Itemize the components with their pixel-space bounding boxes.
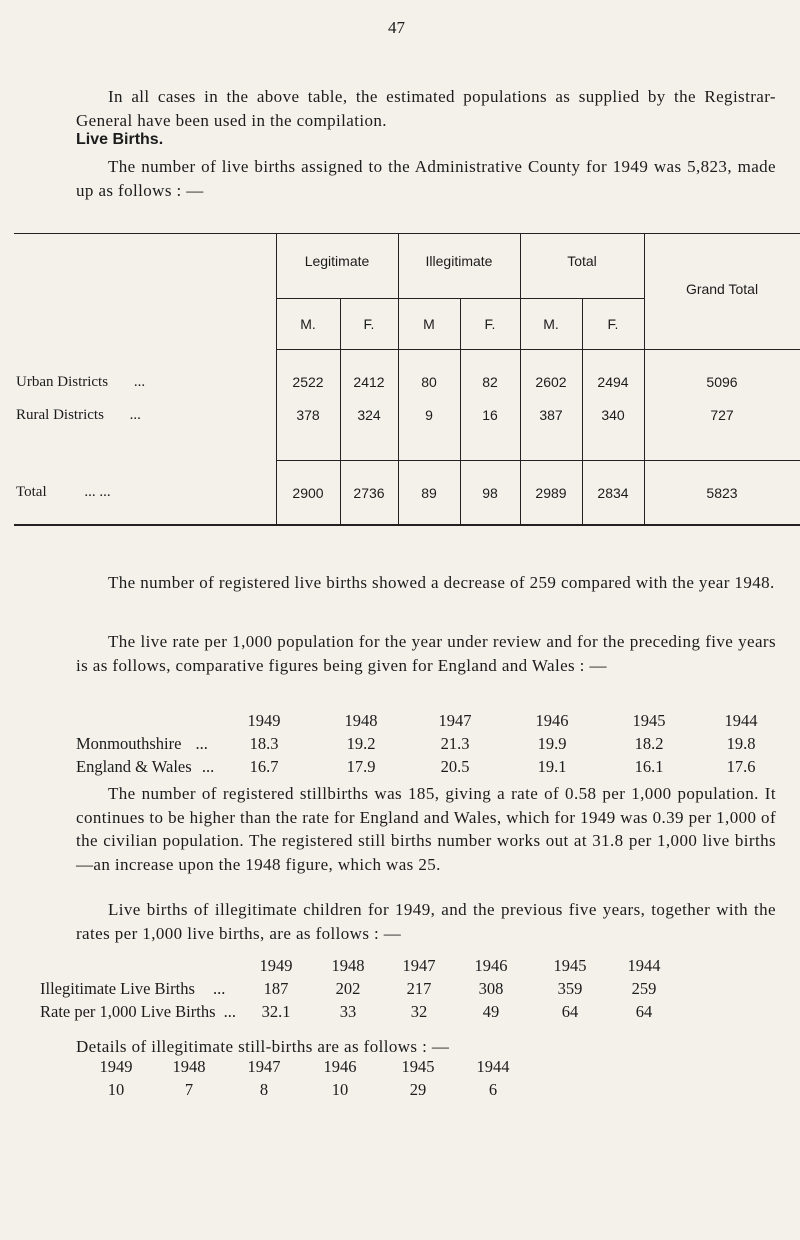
- table-cell: 32: [410, 1002, 428, 1021]
- table-cell: 202: [335, 979, 361, 998]
- year-header: 1946: [323, 1057, 357, 1076]
- stillbirth-paragraph: The number of registered stillbirths was 185, giving a rate of 0.58 per 1,000 population. It continues to be higher than the rate for England and Wales, which for 1949 was 0.39 per 1,000 of the civilian population. The registered still births number works out at 31.8 per 1,000 live births—an increase upon the 1948 figure, which was 25.: [76, 784, 777, 874]
- year-header: 1949: [99, 1057, 133, 1076]
- table-cell: 49: [482, 1002, 500, 1021]
- header-illegitimate: Illegitimate: [425, 253, 493, 269]
- table-cell: 2412: [353, 374, 385, 390]
- table-cell: 259: [631, 979, 657, 998]
- year-header: 1948: [172, 1057, 206, 1076]
- table-cell: 64: [561, 1002, 579, 1021]
- year-header: 1948: [331, 956, 365, 975]
- table-cell: 727: [710, 407, 734, 423]
- table-cell: 2834: [597, 485, 629, 501]
- table-cell: 98: [482, 485, 498, 501]
- table-cell: 187: [263, 979, 289, 998]
- table-cell: 16: [482, 407, 498, 423]
- row-label-england-wales: England & Wales ...: [76, 757, 215, 776]
- subheader-f: F.: [363, 316, 375, 332]
- year-header: 1946: [535, 711, 569, 730]
- section-heading: Live Births.: [76, 131, 164, 148]
- table-cell: 80: [421, 374, 437, 390]
- table-cell: 17.9: [346, 757, 376, 776]
- table-cell: 5096: [706, 374, 738, 390]
- table-cell: 2522: [292, 374, 324, 390]
- year-header: 1947: [402, 956, 436, 975]
- subheader-m: M.: [543, 316, 559, 332]
- table-cell: 89: [421, 485, 437, 501]
- table-cell: 10: [107, 1080, 125, 1099]
- year-header: 1947: [247, 1057, 281, 1076]
- row-label-illegitimate-births: Illegitimate Live Births ...: [40, 979, 226, 998]
- stillbirth-details-intro: Details of illegitimate still-births are as follows : —: [76, 1037, 450, 1056]
- table-cell: 2989: [535, 485, 567, 501]
- table-cell: 5823: [706, 485, 738, 501]
- table-cell: 29: [409, 1080, 427, 1099]
- row-label-urban: Urban Districts ...: [16, 374, 146, 390]
- illegitimate-paragraph: Live births of illegitimate children for 1949, and the previous five years, together with the rates per 1,000 live births, are as follows : —: [76, 900, 776, 943]
- rate-paragraph: The live rate per 1,000 population for the year under review and for the preceding five years is as follows, comparative figures being given for England and Wales : —: [76, 632, 776, 675]
- subheader-m: M.: [300, 316, 316, 332]
- table-cell: 19.2: [346, 734, 376, 753]
- table-cell: 32.1: [261, 1002, 291, 1021]
- table-cell: 2736: [353, 485, 385, 501]
- header-legitimate: Legitimate: [304, 253, 370, 269]
- table-cell: 16.1: [634, 757, 664, 776]
- header-total: Total: [567, 253, 597, 269]
- table-cell: 2900: [292, 485, 324, 501]
- header-grand-total: Grand Total: [685, 281, 759, 297]
- table-cell: 21.3: [440, 734, 470, 753]
- table-cell: 9: [425, 407, 433, 423]
- table-cell: 33: [339, 1002, 357, 1021]
- subheader-f: F.: [607, 316, 619, 332]
- table-cell: 387: [539, 407, 563, 423]
- year-header: 1944: [476, 1057, 510, 1076]
- row-label-total: Total ... ...: [16, 484, 111, 500]
- table-cell: 2602: [535, 374, 567, 390]
- year-header: 1949: [259, 956, 293, 975]
- page-number: 47: [388, 18, 405, 37]
- row-label-monmouthshire: Monmouthshire ...: [76, 734, 208, 753]
- year-header: 1945: [632, 711, 666, 730]
- table-cell: 7: [184, 1080, 194, 1099]
- decrease-paragraph: The number of registered live births showed a decrease of 259 compared with the year 1948.: [108, 573, 775, 592]
- year-header: 1945: [553, 956, 587, 975]
- table-cell: 19.8: [726, 734, 756, 753]
- total-rule: [276, 460, 800, 461]
- subheader-f: F.: [484, 316, 496, 332]
- subheader-m: M: [423, 316, 435, 332]
- year-header: 1949: [247, 711, 281, 730]
- table-cell: 2494: [597, 374, 629, 390]
- births-table: [0, 0, 800, 560]
- table-cell: 82: [482, 374, 498, 390]
- table-cell: 20.5: [440, 757, 470, 776]
- table-cell: 359: [557, 979, 583, 998]
- table-cell: 19.9: [537, 734, 567, 753]
- table-cell: 340: [601, 407, 625, 423]
- live-births-intro: The number of live births assigned to the Administrative County for 1949 was 5,823, made up as follows : —: [76, 157, 776, 200]
- year-header: 1945: [401, 1057, 435, 1076]
- table-cell: 324: [357, 407, 381, 423]
- table-cell: 378: [296, 407, 320, 423]
- table-cell: 217: [406, 979, 432, 998]
- year-header: 1944: [724, 711, 758, 730]
- year-header: 1948: [344, 711, 378, 730]
- table-cell: 18.2: [634, 734, 664, 753]
- table-cell: 18.3: [249, 734, 279, 753]
- table-cell: 16.7: [249, 757, 279, 776]
- row-label-rural: Rural Districts ...: [16, 407, 141, 423]
- intro-paragraph: In all cases in the above table, the estimated populations as supplied by the Registrar-General have been used in the compilation.: [76, 87, 776, 130]
- table-bottom-rule: [14, 524, 800, 526]
- year-header: 1946: [474, 956, 508, 975]
- table-cell: 17.6: [726, 757, 756, 776]
- table-cell: 6: [488, 1080, 498, 1099]
- table-cell: 308: [478, 979, 504, 998]
- table-cell: 19.1: [537, 757, 567, 776]
- table-cell: 10: [331, 1080, 349, 1099]
- table-cell: 64: [635, 1002, 653, 1021]
- year-header: 1947: [438, 711, 472, 730]
- year-header: 1944: [627, 956, 661, 975]
- row-label-rate-per-1000: Rate per 1,000 Live Births ...: [40, 1002, 237, 1021]
- header-bottom-rule: [276, 349, 800, 350]
- table-top-rule: [14, 233, 800, 234]
- table-cell: 8: [259, 1080, 269, 1099]
